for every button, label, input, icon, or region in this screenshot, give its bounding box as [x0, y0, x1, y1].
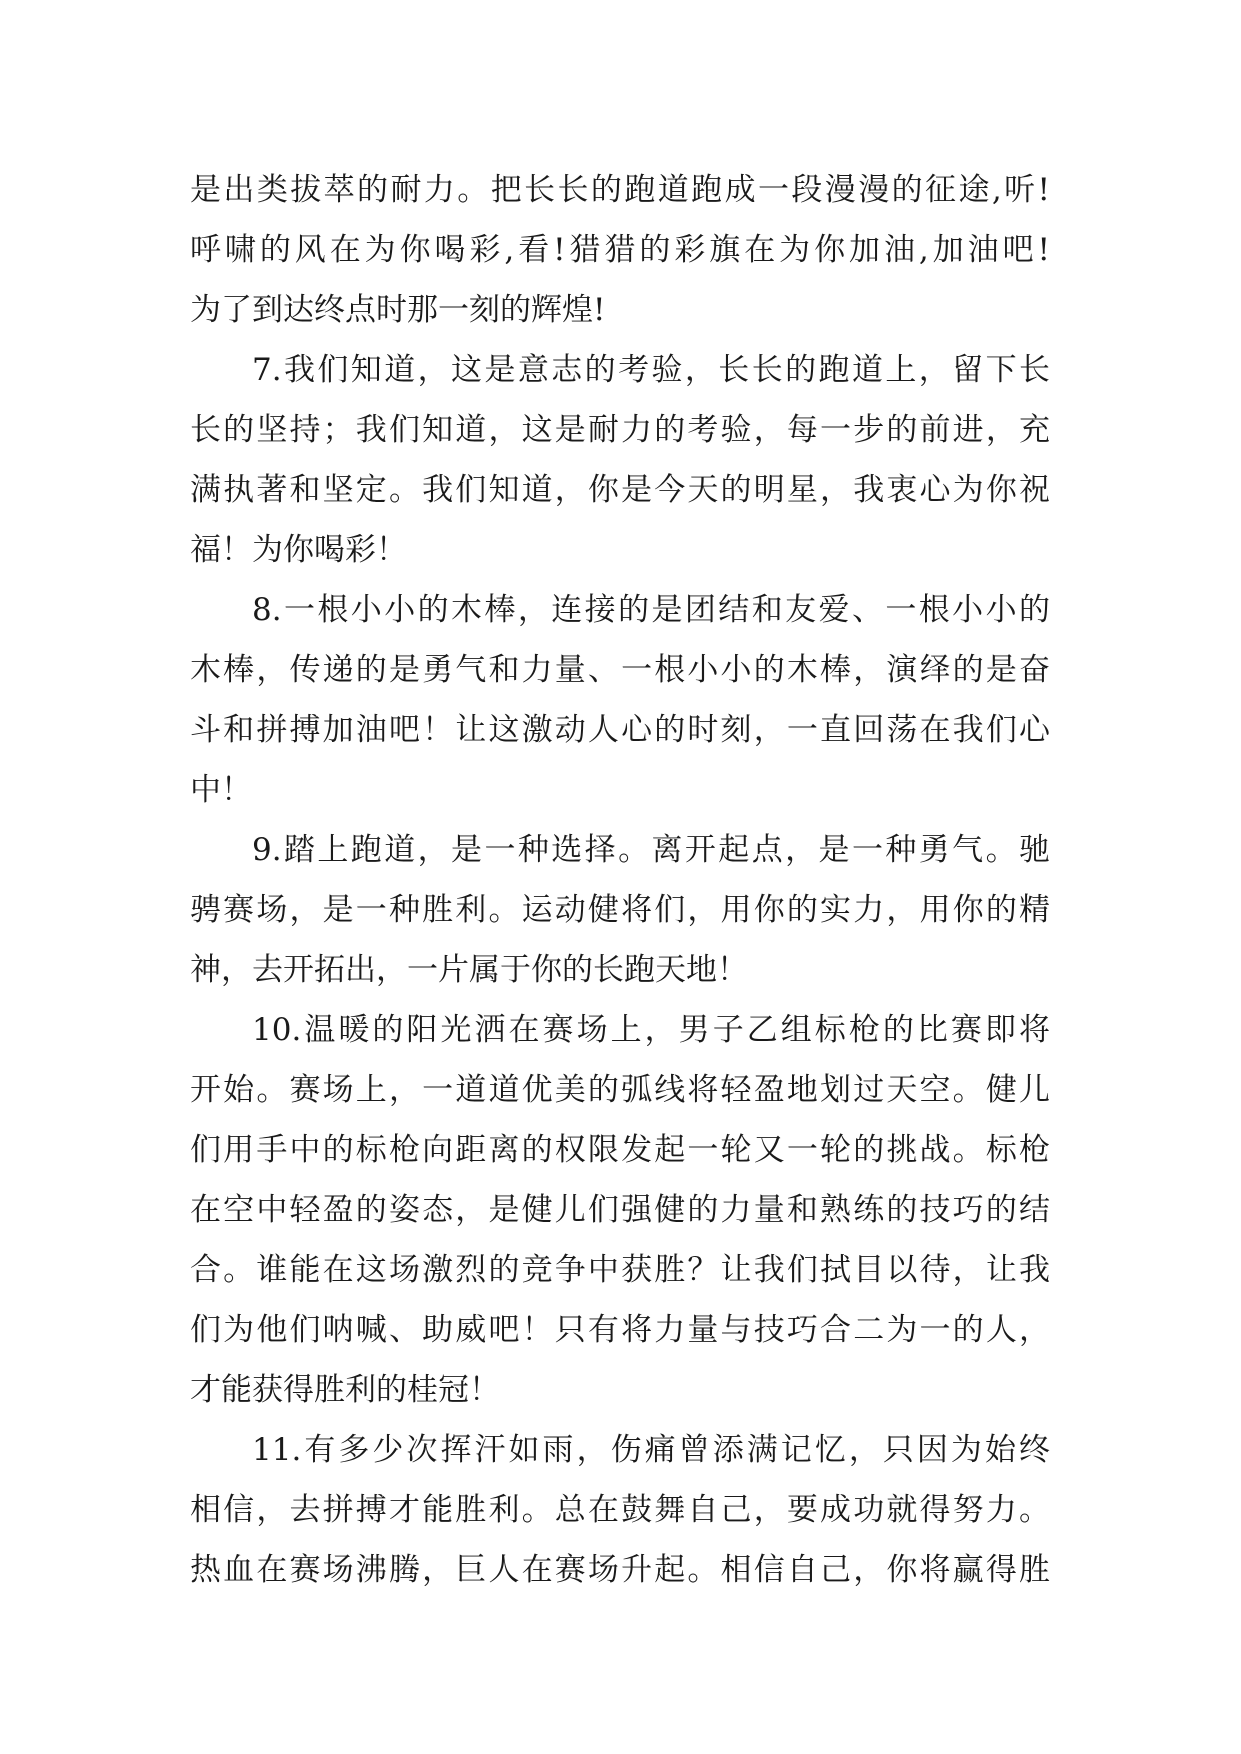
text-line: 神，去开拓出，一片属于你的长跑天地！	[190, 952, 748, 988]
text-line: 是出类拔萃的耐力。把长长的跑道跑成一段漫漫的征途,听!	[190, 172, 1050, 208]
text-line: 热血在赛场沸腾，巨人在赛场升起。相信自己，你将赢得胜	[190, 1552, 1050, 1588]
text-line: 福！为你喝彩！	[190, 532, 407, 568]
text-line: 呼啸的风在为你喝彩,看!猎猎的彩旗在为你加油,加油吧!	[190, 232, 1050, 268]
text-line: 满执著和坚定。我们知道，你是今天的明星，我衷心为你祝	[190, 472, 1050, 508]
text-line: 才能获得胜利的桂冠！	[190, 1372, 500, 1408]
text-line: 为了到达终点时那一刻的辉煌!	[190, 292, 606, 328]
text-line: 斗和拼搏加油吧！让这激动人心的时刻，一直回荡在我们心	[190, 712, 1050, 748]
paragraph-8	[190, 580, 1050, 820]
text-line: 7.我们知道，这是意志的考验，长长的跑道上，留下长	[252, 352, 1050, 388]
text-line: 9.踏上跑道，是一种选择。离开起点，是一种勇气。驰	[252, 832, 1050, 868]
text-line: 相信，去拼搏才能胜利。总在鼓舞自己，要成功就得努力。	[190, 1492, 1050, 1528]
text-line: 开始。赛场上，一道道优美的弧线将轻盈地划过天空。健儿	[190, 1072, 1050, 1108]
text-line: 长的坚持；我们知道，这是耐力的考验，每一步的前进，充	[190, 412, 1050, 448]
text-line: 们为他们呐喊、助威吧！只有将力量与技巧合二为一的人，	[190, 1312, 1050, 1348]
paragraph-10	[190, 1000, 1050, 1420]
text-line: 们用手中的标枪向距离的权限发起一轮又一轮的挑战。标枪	[190, 1132, 1050, 1168]
text-line: 8.一根小小的木棒，连接的是团结和友爱、一根小小的	[252, 592, 1050, 628]
text-line: 骋赛场，是一种胜利。运动健将们，用你的实力，用你的精	[190, 892, 1050, 928]
document-body	[190, 160, 1050, 1600]
text-line: 在空中轻盈的姿态，是健儿们强健的力量和熟练的技巧的结	[190, 1192, 1050, 1228]
text-line: 11.有多少次挥汗如雨，伤痛曾添满记忆，只因为始终	[252, 1432, 1050, 1468]
paragraph-9	[190, 820, 1050, 1000]
paragraph-6-continuation	[190, 160, 1050, 340]
text-line: 10.温暖的阳光洒在赛场上，男子乙组标枪的比赛即将	[252, 1012, 1050, 1048]
text-line: 合。谁能在这场激烈的竞争中获胜？让我们拭目以待，让我	[190, 1252, 1050, 1288]
paragraph-11	[190, 1420, 1050, 1600]
paragraph-7	[190, 340, 1050, 580]
text-line: 中！	[190, 772, 252, 808]
text-line: 木棒，传递的是勇气和力量、一根小小的木棒，演绎的是奋	[190, 652, 1050, 688]
